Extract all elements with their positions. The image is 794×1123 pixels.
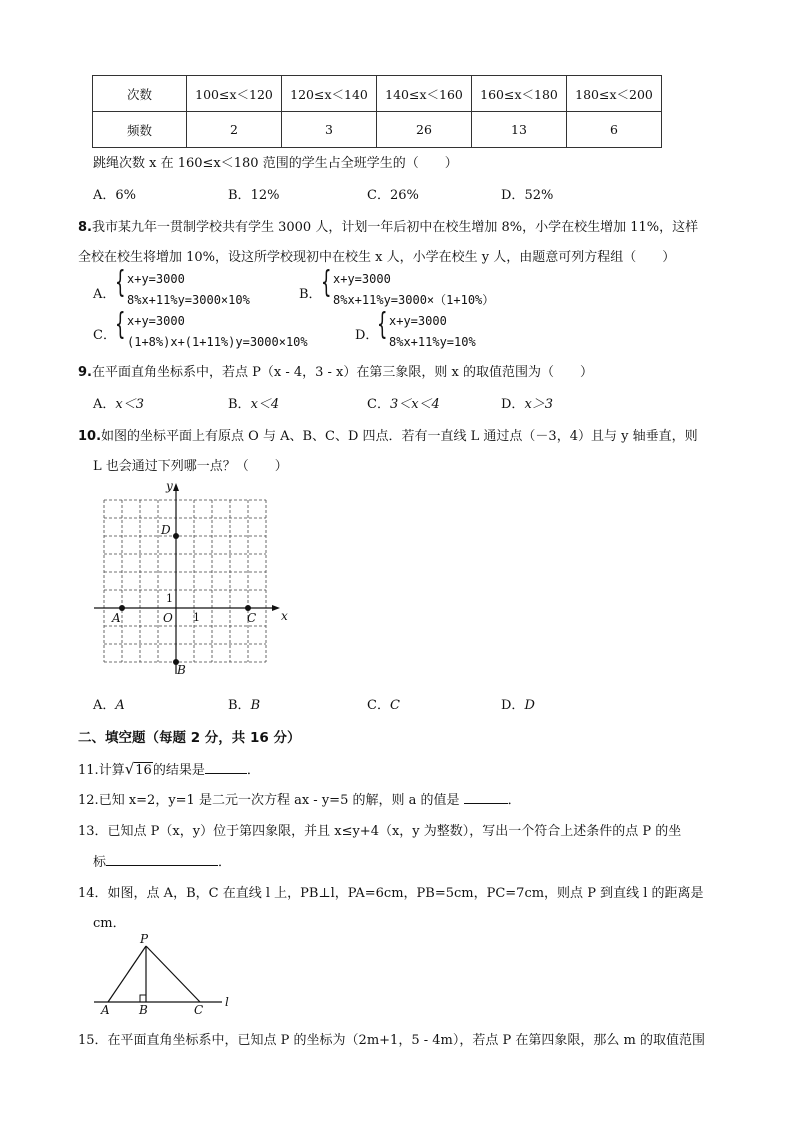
q9-option-b: B．x＜4 <box>228 397 280 412</box>
y-unit-label: 1 <box>166 592 173 605</box>
point-a-label: A <box>112 611 121 625</box>
segment-pc <box>146 946 200 1002</box>
q8-option-c-system: x+y=3000 (1+8%)x+(1+11%)y=3000×10% <box>127 314 308 349</box>
point-d-label: D <box>161 523 171 537</box>
x-axis-label: x <box>281 609 288 623</box>
q10-line1: 10.如图的坐标平面上有原点 O 与 A、B、C、D 四点．若有一直线 L 通过点（－3，4）且与 y 轴垂直，则 <box>78 429 698 444</box>
q8-option-d-system: x+y=3000 8%x+11%y=10% <box>389 314 476 349</box>
sqrt-icon: √ <box>124 760 135 778</box>
q10-option-c: C．C <box>367 698 400 713</box>
table-row <box>93 76 662 112</box>
point-b-label: B <box>177 663 186 677</box>
q8-option-a-key: A． <box>93 287 116 302</box>
q8-line2: 全校在校生将增加 10%，设这所学校现初中在校生 x 人，小学在校生 y 人，由题意可列方程组（ ） <box>78 250 676 265</box>
point-a-label: A <box>101 1003 110 1017</box>
answer-blank[interactable] <box>106 853 218 866</box>
q8-option-a-system: x+y=3000 8%x+11%y=3000×10% <box>127 272 250 307</box>
q10-option-b: B．B <box>228 698 261 713</box>
coordinate-grid-figure <box>90 478 290 678</box>
q8-number: 8. <box>78 220 92 235</box>
q10-line2: L 也会通过下列哪一点？（ ） <box>93 459 288 474</box>
q7-option-b: B．12% <box>228 188 280 203</box>
origin-label: O <box>163 611 173 625</box>
q11: 11.计算√16的结果是 ． <box>78 760 260 778</box>
brace-icon: { <box>377 307 388 342</box>
freq-cell: 3 <box>282 112 377 148</box>
brace-icon: { <box>115 265 126 300</box>
q15-line1: 15．在平面直角坐标系中，已知点 P 的坐标为（2m+1，5 - 4m），若点 P 在第四象限，那么 m 的取值范围 <box>78 1033 705 1048</box>
range-cell: 180≤x＜200 <box>567 76 662 112</box>
q7-stem: 跳绳次数 x 在 160≤x＜180 范围的学生占全班学生的（ ） <box>93 156 458 171</box>
q9-stem: 9.在平面直角坐标系中，若点 P（x - 4，3 - x）在第三象限，则 x 的取值范围为（ ） <box>78 365 593 380</box>
q15-number: 15． <box>78 1033 108 1048</box>
q10-option-d: D．D <box>501 698 535 713</box>
q14-number: 14． <box>78 886 108 901</box>
freq-cell: 13 <box>472 112 567 148</box>
q10-option-a: A．A <box>93 698 125 713</box>
range-cell: 100≤x＜120 <box>187 76 282 112</box>
q8-option-c-key: C． <box>93 328 116 343</box>
frequency-table <box>92 75 662 148</box>
q8-option-b-key: B． <box>299 287 322 302</box>
brace-icon: { <box>115 307 126 342</box>
table-row <box>93 112 662 148</box>
range-cell: 160≤x＜180 <box>472 76 567 112</box>
point-p-label: P <box>140 932 149 946</box>
point-d <box>173 533 179 539</box>
x-axis-arrow-icon <box>272 605 280 611</box>
segment-pa <box>108 946 146 1002</box>
q7-option-a: A．6% <box>93 188 137 203</box>
q8-option-d-key: D． <box>355 328 379 343</box>
answer-blank[interactable] <box>205 761 247 774</box>
section-title: 二、填空题（每题 2 分，共 16 分） <box>78 730 301 746</box>
q9-number: 9. <box>78 365 92 380</box>
line-l-label: l <box>225 995 229 1009</box>
freq-cell: 2 <box>187 112 282 148</box>
q13-line1: 13．已知点 P（x，y）位于第四象限，并且 x≤y+4（x，y 为整数），写出一个符合上述条件的点 P 的坐 <box>78 824 682 839</box>
q9-option-a: A．x＜3 <box>93 397 144 412</box>
q12-number: 12. <box>78 793 99 808</box>
q8-option-b-system: x+y=3000 8%x+11%y=3000×（1+10%） <box>333 272 495 307</box>
table-header-cell: 次数 <box>93 76 187 112</box>
q7-option-c: C．26% <box>367 188 419 203</box>
y-axis-label: y <box>166 479 173 493</box>
answer-blank[interactable] <box>464 791 508 804</box>
table-header-cell: 频数 <box>93 112 187 148</box>
brace-icon: { <box>321 265 332 300</box>
range-cell: 140≤x＜160 <box>377 76 472 112</box>
q7-option-d: D．52% <box>501 188 554 203</box>
q8-line1: 8.我市某九年一贯制学校共有学生 3000 人，计划一年后初中在校生增加 8%，小学在校生增加 11%，这样 <box>78 220 699 235</box>
q11-number: 11. <box>78 763 99 778</box>
point-b-label: B <box>139 1003 148 1017</box>
y-axis-arrow-icon <box>173 483 179 491</box>
range-cell: 120≤x＜140 <box>282 76 377 112</box>
q13-line2: 标 ． <box>93 855 232 870</box>
freq-cell: 6 <box>567 112 662 148</box>
x-unit-label: 1 <box>193 611 200 624</box>
q14-line1: 14．如图，点 A，B，C 在直线 l 上，PB⊥l，PA=6cm，PB=5cm，PC=7cm，则点 P 到直线 l 的距离是 <box>78 886 704 901</box>
q9-option-c: C．3＜x＜4 <box>367 397 440 412</box>
grid-lines <box>104 500 266 662</box>
q12: 12.已知 x=2，y=1 是二元一次方程 ax - y=5 的解，则 a 的值是 ． <box>78 793 521 808</box>
q14-line2: cm． <box>93 916 126 931</box>
triangle-figure <box>90 932 240 1018</box>
q10-number: 10. <box>78 429 102 444</box>
q13-number: 13． <box>78 824 108 839</box>
freq-cell: 26 <box>377 112 472 148</box>
point-c-label: C <box>247 611 257 625</box>
point-c-label: C <box>194 1003 204 1017</box>
q9-option-d: D．x＞3 <box>501 397 554 412</box>
right-angle-icon <box>140 995 146 1002</box>
